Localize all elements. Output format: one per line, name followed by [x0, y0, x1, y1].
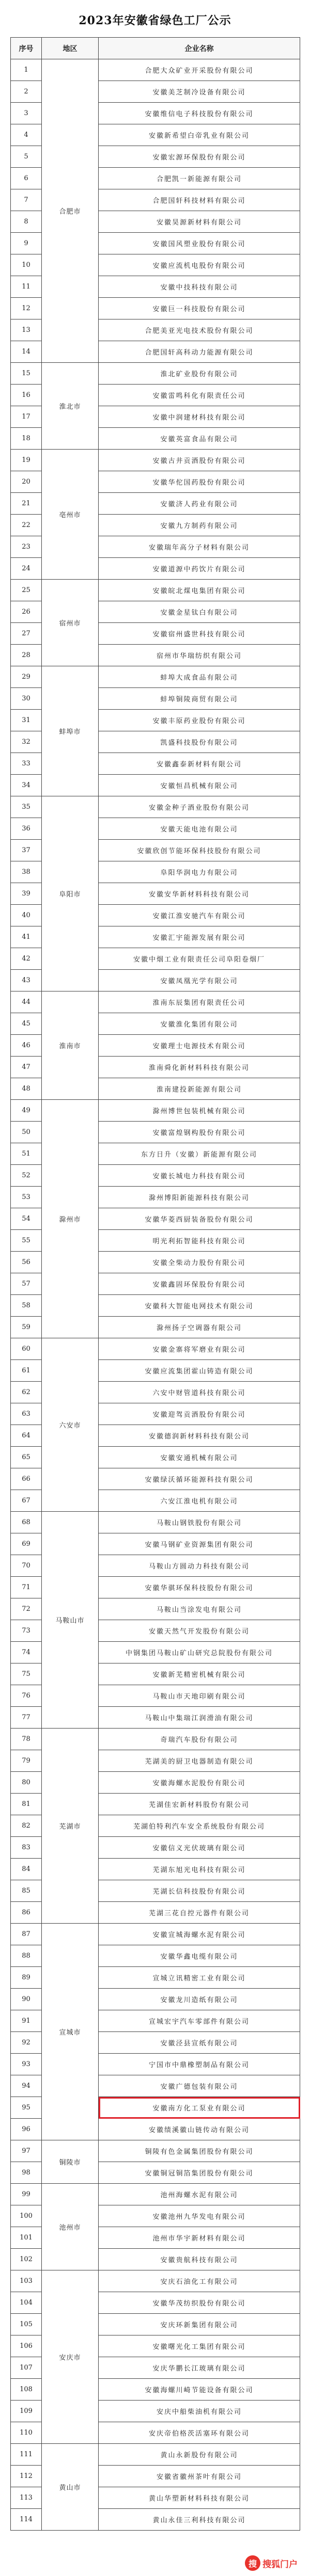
- row-number: 22: [11, 515, 42, 536]
- row-company-name: 安徽广德包装有限公司: [99, 2075, 300, 2097]
- row-company-name: 马鞍山中集瑞江润滑油有限公司: [99, 1707, 300, 1729]
- row-company-name: 宁国市中鼎橡塑制品有限公司: [99, 2054, 300, 2075]
- table-row: [11, 991, 300, 1013]
- row-company-name: 安徽海螺川崎节能设备有限公司: [99, 2379, 300, 2401]
- row-company-name: 合肥国轩高科动力能源有限公司: [99, 341, 300, 363]
- row-company-name: 安徽国风塑业股份有限公司: [99, 233, 300, 254]
- row-area: 六安市: [42, 1338, 99, 1512]
- row-company-name: 六安江淮电机有限公司: [99, 1490, 300, 1512]
- row-number: 7: [11, 189, 42, 211]
- row-number: 87: [11, 1924, 42, 1945]
- row-company-name: 宣城立讯精密工业有限公司: [99, 1967, 300, 1989]
- row-company-name: 中钢集团马鞍山矿山研究总院股份有限公司: [99, 1642, 300, 1663]
- row-company-name: 安庆中船柴油机有限公司: [99, 2401, 300, 2422]
- row-number: 90: [11, 1989, 42, 2010]
- row-number: 36: [11, 818, 42, 840]
- row-number: 79: [11, 1750, 42, 1772]
- row-number: 93: [11, 2054, 42, 2075]
- row-number: 45: [11, 1013, 42, 1035]
- row-company-name: 凯盛科技股份有限公司: [99, 731, 300, 753]
- row-company-name: 安徽维信电子科技股份有限公司: [99, 103, 300, 124]
- row-number: 33: [11, 753, 42, 775]
- row-number: 106: [11, 2335, 42, 2357]
- row-area: 安庆市: [42, 2270, 99, 2444]
- row-number: 96: [11, 2119, 42, 2140]
- row-number: 4: [11, 124, 42, 146]
- table-row: [11, 2270, 300, 2292]
- row-number: 74: [11, 1642, 42, 1663]
- row-company-name: 安徽宿州盛世科技有限公司: [99, 623, 300, 645]
- row-company-name: 安庆帝伯格茨活塞环有限公司: [99, 2422, 300, 2444]
- row-number: 19: [11, 450, 42, 471]
- row-number: 114: [11, 2509, 42, 2531]
- row-company-name: 合肥国轩科技材料有限公司: [99, 189, 300, 211]
- row-area: 亳州市: [42, 450, 99, 580]
- row-area: 合肥市: [42, 59, 99, 363]
- table-row: [11, 450, 300, 471]
- table-row: [11, 2140, 300, 2162]
- row-number: 107: [11, 2357, 42, 2379]
- row-number: 59: [11, 1317, 42, 1338]
- row-company-name: 合肥美亚光电技术股份有限公司: [99, 319, 300, 341]
- row-company-name: 芜湖美的厨卫电器制造有限公司: [99, 1750, 300, 1772]
- row-company-name: 安徽宣城海螺水泥有限公司: [99, 1924, 300, 1945]
- row-company-name: 安徽贵航科技有限公司: [99, 2249, 300, 2270]
- row-company-name: 安徽华骐环保科技股份有限公司: [99, 1577, 300, 1598]
- watermark-logo-icon: 搜: [245, 2555, 260, 2571]
- row-number: 31: [11, 710, 42, 731]
- row-company-name: 芜湖长信科技股份有限公司: [99, 1880, 300, 1902]
- row-company-name: 安徽天能电池有限公司: [99, 818, 300, 840]
- row-company-name: 安徽富煌钢构股份有限公司: [99, 1122, 300, 1143]
- row-company-name: 安徽欣创节能环保科技股份有限公司: [99, 840, 300, 861]
- table-row: [11, 2444, 300, 2466]
- row-company-name: 安徽华鑫电缆有限公司: [99, 1945, 300, 1967]
- row-number: 32: [11, 731, 42, 753]
- row-area: 淮北市: [42, 363, 99, 450]
- row-number: 41: [11, 926, 42, 948]
- row-company-name: 安徽恒昌机械有限公司: [99, 775, 300, 796]
- row-number: 27: [11, 623, 42, 645]
- row-company-name: 安徽中润建材科技有限公司: [99, 406, 300, 428]
- row-number: 11: [11, 276, 42, 298]
- row-number: 83: [11, 1837, 42, 1859]
- row-number: 99: [11, 2184, 42, 2205]
- row-company-name: 滁州博阳新能源科技有限公司: [99, 1187, 300, 1208]
- row-company-name: 安徽信义光伏玻璃有限公司: [99, 1837, 300, 1859]
- row-number: 51: [11, 1143, 42, 1165]
- row-number: 21: [11, 493, 42, 515]
- row-company-name: 安徽凤凰光学有限公司: [99, 970, 300, 991]
- row-number: 49: [11, 1100, 42, 1122]
- row-area: 宣城市: [42, 1924, 99, 2140]
- row-company-name: 安徽宏源环保股份有限公司: [99, 146, 300, 168]
- row-company-name: 合肥大众矿业开采股份有限公司: [99, 59, 300, 81]
- row-number: 98: [11, 2162, 42, 2184]
- row-company-name: 安庆环新集团有限公司: [99, 2314, 300, 2335]
- row-number: 52: [11, 1165, 42, 1187]
- row-company-name: 安徽德润新材料科技有限公司: [99, 1425, 300, 1447]
- row-company-name: 安徽铜冠铜箔集团股份有限公司: [99, 2162, 300, 2184]
- row-company-name: 芜湖三花自控元器件有限公司: [99, 1902, 300, 1924]
- factory-table: [10, 37, 300, 2531]
- row-company-name: 安徽全柴动力股份有限公司: [99, 1252, 300, 1273]
- row-number: 101: [11, 2227, 42, 2249]
- row-number: 85: [11, 1880, 42, 1902]
- row-company-name: 明光利拓智能科技有限公司: [99, 1230, 300, 1252]
- row-company-name: 滁州博世包装机械有限公司: [99, 1100, 300, 1122]
- table-row: [11, 666, 300, 688]
- row-number: 24: [11, 558, 42, 580]
- row-company-name: 芜湖伯特利汽车安全系统股份有限公司: [99, 1815, 300, 1837]
- row-company-name: 安徽绩溪徽山链传动有限公司: [99, 2119, 300, 2140]
- row-number: 86: [11, 1902, 42, 1924]
- row-number: 68: [11, 1512, 42, 1533]
- row-number: 109: [11, 2401, 42, 2422]
- row-company-name: 六安中财管道科技有限公司: [99, 1382, 300, 1403]
- row-area: 蚌埠市: [42, 666, 99, 796]
- row-company-name: 马鞍山市天地印刷有限公司: [99, 1685, 300, 1707]
- row-company-name: 合肥凯一新能源有限公司: [99, 168, 300, 189]
- row-company-name: 安徽淮化集团有限公司: [99, 1013, 300, 1035]
- row-company-name: 芜湖佳宏新材料股份有限公司: [99, 1794, 300, 1815]
- row-number: 84: [11, 1859, 42, 1880]
- row-number: 110: [11, 2422, 42, 2444]
- document-sheet: [10, 4, 300, 2531]
- header-name: 企业名称: [99, 38, 300, 59]
- row-company-name: 阜阳华润电力有限公司: [99, 861, 300, 883]
- header-no: 序号: [11, 38, 42, 59]
- row-company-name: 安徽新芜精密机械有限公司: [99, 1663, 300, 1685]
- row-number: 48: [11, 1078, 42, 1100]
- table-row: [11, 363, 300, 385]
- row-number: 54: [11, 1208, 42, 1230]
- row-company-name: 安徽应流集团霍山铸造有限公司: [99, 1360, 300, 1382]
- row-company-name: 安徽丰原药业股份有限公司: [99, 710, 300, 731]
- watermark-text: 搜狐门户: [262, 2559, 298, 2570]
- row-number: 63: [11, 1403, 42, 1425]
- row-number: 75: [11, 1663, 42, 1685]
- row-company-name: 黄山永佳三利科技有限公司: [99, 2509, 300, 2531]
- row-company-name: 蚌埠大成食品有限公司: [99, 666, 300, 688]
- row-area: 芜湖市: [42, 1729, 99, 1924]
- table-row: [11, 1338, 300, 1360]
- row-company-name: 安徽巨一科技股份有限公司: [99, 298, 300, 319]
- row-company-name: 安徽汇宇能源发展有限公司: [99, 926, 300, 948]
- row-number: 91: [11, 2010, 42, 2032]
- row-company-name: 安徽绿沃循环能源科技有限公司: [99, 1468, 300, 1490]
- row-number: 6: [11, 168, 42, 189]
- row-company-name: 安徽皖北煤电集团有限公司: [99, 580, 300, 601]
- row-company-name: 安徽英富食品有限公司: [99, 428, 300, 450]
- row-area: 池州市: [42, 2184, 99, 2270]
- row-company-name: 马鞍山当涂发电有限公司: [99, 1598, 300, 1620]
- row-company-name: 安徽马钢矿业资源集团有限公司: [99, 1533, 300, 1555]
- row-number: 30: [11, 688, 42, 710]
- row-area: 黄山市: [42, 2444, 99, 2531]
- row-company-name: 安徽安通机械有限公司: [99, 1447, 300, 1468]
- row-number: 70: [11, 1555, 42, 1577]
- row-number: 10: [11, 254, 42, 276]
- row-company-name: 淮北矿业股份有限公司: [99, 363, 300, 385]
- row-number: 108: [11, 2379, 42, 2401]
- row-number: 77: [11, 1707, 42, 1729]
- row-area: 阜阳市: [42, 796, 99, 991]
- row-company-name: 滁州扬子空调器有限公司: [99, 1317, 300, 1338]
- row-area: 淮南市: [42, 991, 99, 1100]
- row-number: 47: [11, 1057, 42, 1078]
- row-number: 60: [11, 1338, 42, 1360]
- row-number: 111: [11, 2444, 42, 2466]
- row-area: 马鞍山市: [42, 1512, 99, 1729]
- row-number: 40: [11, 905, 42, 926]
- row-area: 铜陵市: [42, 2140, 99, 2184]
- row-company-name: 安徽华菱西厨装备股份有限公司: [99, 1208, 300, 1230]
- table-row: [11, 796, 300, 818]
- row-number: 78: [11, 1729, 42, 1750]
- row-number: 35: [11, 796, 42, 818]
- row-company-name: 安徽美芝制冷设备有限公司: [99, 81, 300, 103]
- row-number: 12: [11, 298, 42, 319]
- row-company-name: 安徽中烟工业有限责任公司阜阳卷烟厂: [99, 948, 300, 970]
- table-row: [11, 2184, 300, 2205]
- row-number: 102: [11, 2249, 42, 2270]
- row-company-name: 宿州市华瑞纺织有限公司: [99, 645, 300, 666]
- row-number: 100: [11, 2205, 42, 2227]
- row-number: 73: [11, 1620, 42, 1642]
- row-number: 1: [11, 59, 42, 81]
- row-company-name: 奇瑞汽车股份有限公司: [99, 1729, 300, 1750]
- table-row: [11, 1512, 300, 1533]
- row-number: 18: [11, 428, 42, 450]
- row-number: 5: [11, 146, 42, 168]
- row-number: 80: [11, 1772, 42, 1794]
- row-number: 29: [11, 666, 42, 688]
- row-number: 43: [11, 970, 42, 991]
- row-company-name: 安庆华鹏长江玻璃有限公司: [99, 2357, 300, 2379]
- row-company-name: 淮南建投新能源有限公司: [99, 1078, 300, 1100]
- row-number: 39: [11, 883, 42, 905]
- row-number: 57: [11, 1273, 42, 1295]
- table-header-row: [11, 38, 300, 59]
- row-number: 94: [11, 2075, 42, 2097]
- row-company-name: 安徽龙川造纸有限公司: [99, 1989, 300, 2010]
- header-area: 地区: [42, 38, 99, 59]
- table-row: [11, 1729, 300, 1750]
- row-number: 65: [11, 1447, 42, 1468]
- row-company-name: 安徽瑞年高分子材料有限公司: [99, 536, 300, 558]
- row-number: 50: [11, 1122, 42, 1143]
- row-company-name: 安徽天然气开发股份有限公司: [99, 1620, 300, 1642]
- row-company-name: 安徽曙光化工集团有限公司: [99, 2335, 300, 2357]
- row-company-name: 安徽昊源新材料有限公司: [99, 211, 300, 233]
- site-watermark: [245, 2554, 307, 2572]
- row-number: 95: [11, 2097, 42, 2119]
- row-company-name: 淮南东辰集团有限责任公司: [99, 991, 300, 1013]
- row-number: 8: [11, 211, 42, 233]
- row-company-name: 安徽九方制药有限公司: [99, 515, 300, 536]
- row-number: 72: [11, 1598, 42, 1620]
- row-company-name: 芜湖东旭光电科技有限公司: [99, 1859, 300, 1880]
- row-company-name: 安徽金寨将军磨业有限公司: [99, 1338, 300, 1360]
- row-company-name: 安徽安华新材料科技有限公司: [99, 883, 300, 905]
- row-number: 82: [11, 1815, 42, 1837]
- table-row: [11, 1100, 300, 1122]
- table-body: [11, 59, 300, 2531]
- row-number: 17: [11, 406, 42, 428]
- row-number: 15: [11, 363, 42, 385]
- row-company-name: 安徽新希望白帝乳业有限公司: [99, 124, 300, 146]
- row-company-name: 池州海螺水泥有限公司: [99, 2184, 300, 2205]
- row-number: 13: [11, 319, 42, 341]
- row-company-name: 马鞍山钢铁股份有限公司: [99, 1512, 300, 1533]
- row-number: 42: [11, 948, 42, 970]
- row-number: 112: [11, 2466, 42, 2487]
- row-company-name: 安庆石油化工有限公司: [99, 2270, 300, 2292]
- row-number: 28: [11, 645, 42, 666]
- row-number: 46: [11, 1035, 42, 1057]
- row-company-name: 安徽道源中药饮片有限公司: [99, 558, 300, 580]
- row-area: 滁州市: [42, 1100, 99, 1338]
- row-company-name: 安徽理士电源技术有限公司: [99, 1035, 300, 1057]
- row-area: 宿州市: [42, 580, 99, 666]
- row-company-name: 安徽长城电力科技有限公司: [99, 1165, 300, 1187]
- row-company-name: 安徽中技科技有限公司: [99, 276, 300, 298]
- row-company-name: 安徽泾县宣纸有限公司: [99, 2032, 300, 2054]
- row-number: 58: [11, 1295, 42, 1317]
- row-number: 37: [11, 840, 42, 861]
- row-number: 67: [11, 1490, 42, 1512]
- row-number: 71: [11, 1577, 42, 1598]
- row-number: 104: [11, 2292, 42, 2314]
- row-number: 25: [11, 580, 42, 601]
- row-number: 14: [11, 341, 42, 363]
- row-company-name: 安徽池州九华发电有限公司: [99, 2205, 300, 2227]
- row-number: 55: [11, 1230, 42, 1252]
- row-company-name: 安徽雷鸣科化有限责任公司: [99, 385, 300, 406]
- page-title: 2023年安徽省绿色工厂公示: [79, 14, 231, 27]
- row-number: 81: [11, 1794, 42, 1815]
- row-company-name: 池州市华宇新材料有限公司: [99, 2227, 300, 2249]
- row-company-name: 安徽江淮安驰汽车有限公司: [99, 905, 300, 926]
- row-company-name: 蚌埠铜陵商贸有限公司: [99, 688, 300, 710]
- row-company-name: 安徽南方化工泵业有限公司: [99, 2097, 300, 2119]
- row-company-name: 安徽金星钛白有限公司: [99, 601, 300, 623]
- row-number: 3: [11, 103, 42, 124]
- row-number: 69: [11, 1533, 42, 1555]
- row-company-name: 安徽华茂纺织股份有限公司: [99, 2292, 300, 2314]
- row-number: 66: [11, 1468, 42, 1490]
- row-company-name: 宣城宏宇汽车零部件有限公司: [99, 2010, 300, 2032]
- row-company-name: 淮南舜化新材料科技有限公司: [99, 1057, 300, 1078]
- row-number: 64: [11, 1425, 42, 1447]
- row-company-name: 安徽华佗国药股份有限公司: [99, 471, 300, 493]
- row-number: 62: [11, 1382, 42, 1403]
- row-number: 92: [11, 2032, 42, 2054]
- row-company-name: 东方日升（安徽）新能源有限公司: [99, 1143, 300, 1165]
- row-company-name: 安徽科大智能电网技术有限公司: [99, 1295, 300, 1317]
- row-company-name: 安徽海螺水泥股份有限公司: [99, 1772, 300, 1794]
- row-number: 16: [11, 385, 42, 406]
- row-company-name: 黄山华塑新材料科技有限公司: [99, 2487, 300, 2509]
- row-number: 56: [11, 1252, 42, 1273]
- row-number: 44: [11, 991, 42, 1013]
- row-number: 105: [11, 2314, 42, 2335]
- row-number: 38: [11, 861, 42, 883]
- row-company-name: 安徽古井贡酒股份有限公司: [99, 450, 300, 471]
- row-company-name: 铜陵有色金属集团股份有限公司: [99, 2140, 300, 2162]
- row-company-name: 安徽金种子酒业股份有限公司: [99, 796, 300, 818]
- row-number: 20: [11, 471, 42, 493]
- row-number: 88: [11, 1945, 42, 1967]
- row-company-name: 安徽济人药业有限公司: [99, 493, 300, 515]
- row-company-name: 安徽鑫固环保股份有限公司: [99, 1273, 300, 1295]
- row-number: 9: [11, 233, 42, 254]
- row-company-name: 安徽应流机电股份有限公司: [99, 254, 300, 276]
- row-number: 26: [11, 601, 42, 623]
- row-number: 113: [11, 2487, 42, 2509]
- row-company-name: 安徽省徽州茶叶有限公司: [99, 2466, 300, 2487]
- row-number: 61: [11, 1360, 42, 1382]
- row-number: 97: [11, 2140, 42, 2162]
- row-number: 76: [11, 1685, 42, 1707]
- table-row: [11, 1924, 300, 1945]
- row-number: 2: [11, 81, 42, 103]
- table-row: [11, 59, 300, 81]
- row-number: 23: [11, 536, 42, 558]
- row-number: 89: [11, 1967, 42, 1989]
- table-row: [11, 580, 300, 601]
- row-company-name: 安徽鑫泰新材料有限公司: [99, 753, 300, 775]
- row-number: 103: [11, 2270, 42, 2292]
- row-company-name: 安徽迎驾贡酒股份有限公司: [99, 1403, 300, 1425]
- row-number: 53: [11, 1187, 42, 1208]
- row-number: 34: [11, 775, 42, 796]
- row-company-name: 马鞍山方圆动力科技有限公司: [99, 1555, 300, 1577]
- row-company-name: 黄山永新股份有限公司: [99, 2444, 300, 2466]
